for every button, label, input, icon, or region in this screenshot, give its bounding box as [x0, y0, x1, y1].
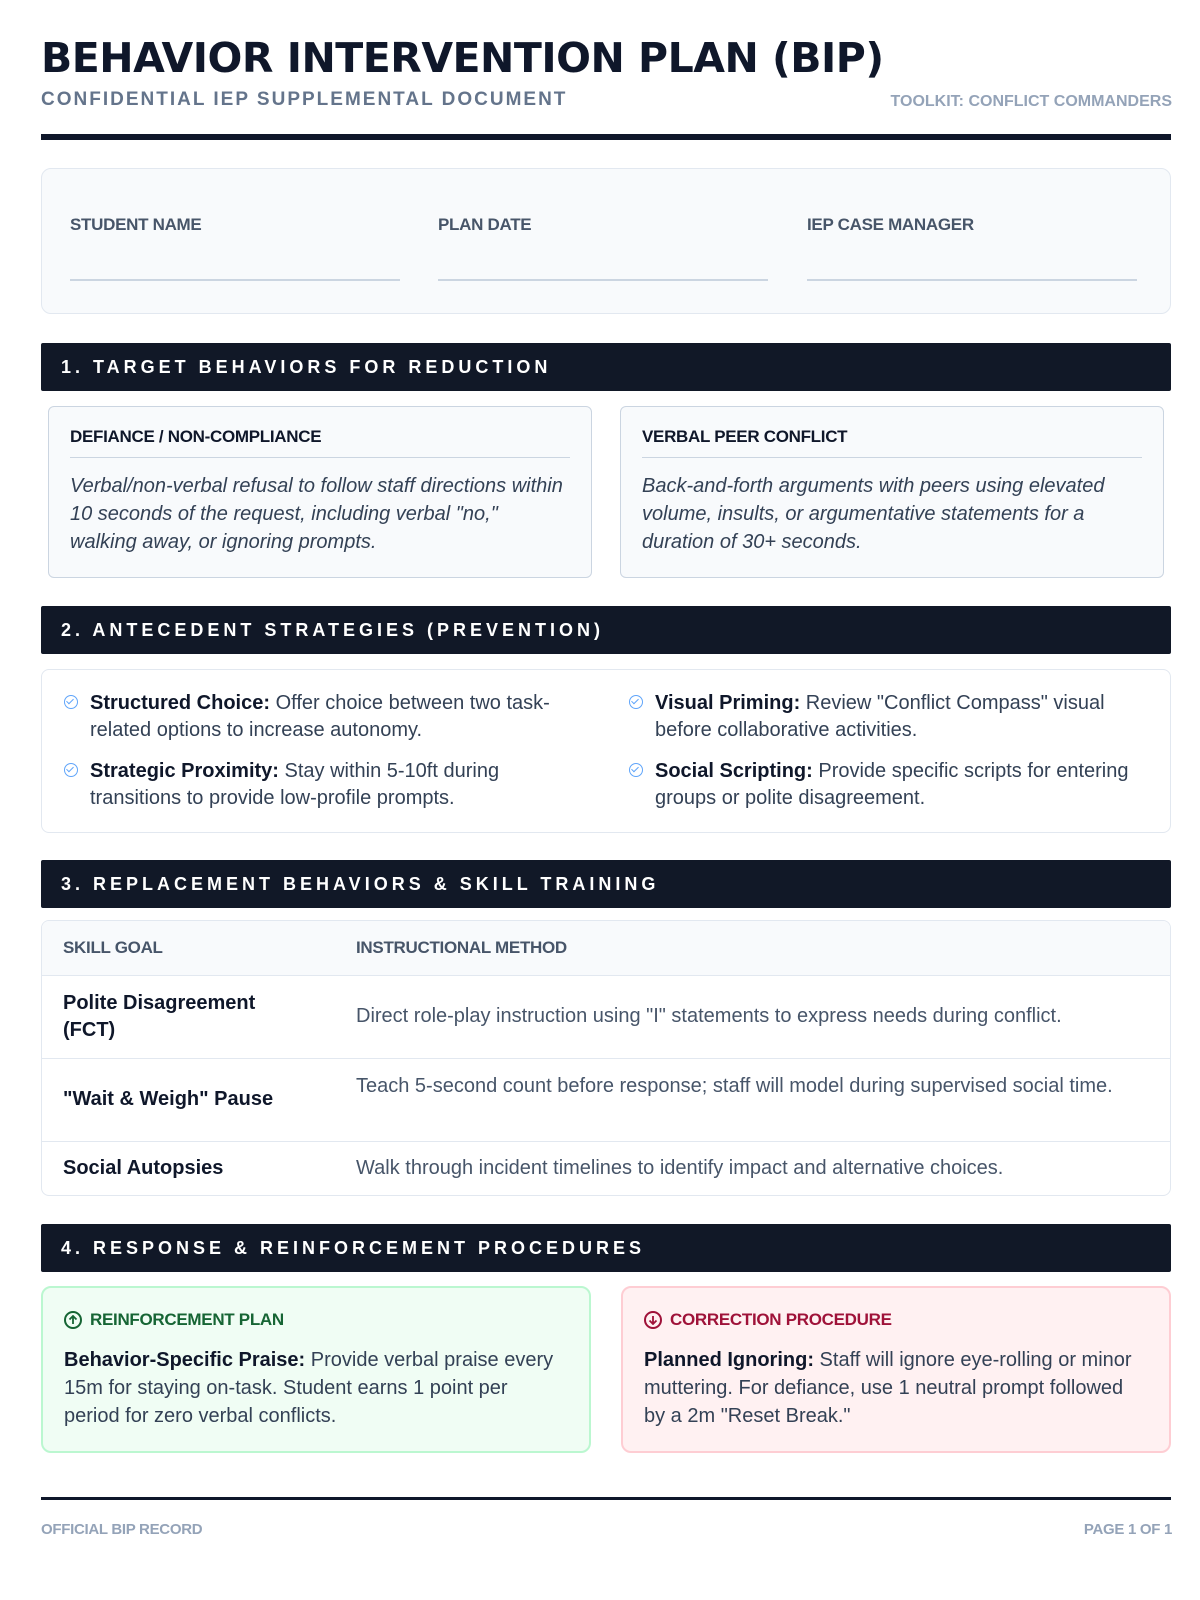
antecedent-text: Stay within 5-10ft during transitions to provide low-profile prompts.	[90, 760, 500, 809]
footer-divider	[41, 1497, 1171, 1500]
plan-date-field[interactable]	[438, 215, 768, 235]
target-behavior-card	[620, 406, 1164, 578]
antecedent-text: Review "Conflict Compass" visual before collaborative activities.	[655, 692, 1105, 741]
skill-goal-cell: "Wait & Weigh" Pause	[63, 1088, 274, 1110]
case-manager-field[interactable]	[807, 215, 1137, 235]
antecedent-item	[90, 690, 595, 744]
antecedent-text: Provide specific scripts for entering groups or polite disagreement.	[655, 760, 1129, 809]
reinforcement-label: Behavior-Specific Praise:	[64, 1349, 306, 1371]
student-info-panel	[41, 168, 1171, 314]
reinforcement-plan-header	[64, 1310, 568, 1330]
instructional-method-cell: Teach 5-second count before response; staff will model during supervised social time.	[356, 1075, 1113, 1097]
correction-text: Staff will ignore eye-rolling or minor muttering. For defiance, use 1 neutral prompt followed by a 2m "Reset Break."	[644, 1349, 1132, 1427]
check-circle-icon	[629, 695, 643, 709]
table-header	[42, 921, 1170, 976]
target-behavior-description: Back-and-forth arguments with peers using elevated volume, insults, or argumentative statements for a duration of 30+ seconds.	[642, 475, 1105, 553]
skill-goal-cell: Social Autopsies	[63, 1157, 224, 1179]
antecedent-label: Visual Priming:	[655, 692, 801, 714]
correction-label: Planned Ignoring:	[644, 1349, 814, 1371]
antecedent-label: Structured Choice:	[90, 692, 271, 714]
check-circle-icon	[64, 695, 78, 709]
reinforcement-text: Provide verbal praise every 15m for staying on-task. Student earns 1 point per period for zero verbal conflicts.	[64, 1349, 554, 1427]
case-manager-input-line[interactable]	[807, 279, 1137, 281]
section-header-response-procedures: 4. RESPONSE & REINFORCEMENT PROCEDURES	[41, 1224, 1171, 1272]
antecedent-item	[90, 758, 595, 812]
antecedent-label: Strategic Proximity:	[90, 760, 279, 782]
plan-date-input-line[interactable]	[438, 279, 768, 281]
case-manager-label: IEP CASE MANAGER	[807, 215, 974, 234]
document-subtitle: CONFIDENTIAL IEP SUPPLEMENTAL DOCUMENT	[41, 89, 568, 110]
section-header-antecedent-strategies: 2. ANTECEDENT STRATEGIES (PREVENTION)	[41, 606, 1171, 654]
target-behavior-card	[48, 406, 592, 578]
table-row	[42, 1142, 1170, 1196]
column-header-instructional-method: INSTRUCTIONAL METHOD	[356, 938, 567, 957]
footer-record-label: OFFICIAL BIP RECORD	[41, 1521, 203, 1538]
correction-procedure-card	[621, 1286, 1171, 1453]
correction-procedure-title: CORRECTION PROCEDURE	[670, 1310, 892, 1329]
antecedent-item	[655, 690, 1160, 744]
student-name-field[interactable]	[70, 215, 400, 235]
reinforcement-plan-body	[64, 1346, 568, 1430]
section-header-target-behaviors: 1. TARGET BEHAVIORS FOR REDUCTION	[41, 343, 1171, 391]
correction-procedure-header	[644, 1310, 1148, 1330]
reinforcement-plan-card	[41, 1286, 591, 1453]
instructional-method-cell: Direct role-play instruction using "I" statements to express needs during conflict.	[356, 1005, 1062, 1027]
correction-procedure-body	[644, 1346, 1148, 1430]
antecedent-text: Offer choice between two task-related options to increase autonomy.	[90, 692, 550, 741]
antecedent-strategies-list	[41, 669, 1171, 833]
student-name-input-line[interactable]	[70, 279, 400, 281]
toolkit-label: TOOLKIT: CONFLICT COMMANDERS	[890, 93, 1172, 110]
check-circle-icon	[629, 763, 643, 777]
skill-goal-cell: Polite Disagreement (FCT)	[63, 992, 256, 1041]
page-title: BEHAVIOR INTERVENTION PLAN (BIP)	[41, 34, 884, 82]
table-row	[42, 976, 1170, 1059]
header-divider	[41, 134, 1171, 140]
page-number: PAGE 1 OF 1	[1083, 1521, 1172, 1538]
target-behavior-title: DEFIANCE / NON-COMPLIANCE	[70, 427, 570, 458]
arrow-down-circle-icon	[644, 1311, 662, 1329]
plan-date-label: PLAN DATE	[438, 215, 532, 234]
antecedent-item	[655, 758, 1160, 812]
column-header-skill-goal: SKILL GOAL	[63, 938, 163, 957]
target-behavior-title: VERBAL PEER CONFLICT	[642, 427, 1142, 458]
reinforcement-plan-title: REINFORCEMENT PLAN	[90, 1310, 284, 1329]
antecedent-label: Social Scripting:	[655, 760, 813, 782]
target-behavior-description: Verbal/non-verbal refusal to follow staff directions within 10 seconds of the request, including verbal "no," walking away, or ignoring prompts.	[70, 475, 563, 553]
skills-table	[41, 920, 1171, 1196]
check-circle-icon	[64, 763, 78, 777]
section-header-replacement-behaviors: 3. REPLACEMENT BEHAVIORS & SKILL TRAINING	[41, 860, 1171, 908]
student-name-label: STUDENT NAME	[70, 215, 202, 234]
instructional-method-cell: Walk through incident timelines to identify impact and alternative choices.	[356, 1157, 1004, 1179]
table-row	[42, 1059, 1170, 1142]
arrow-up-circle-icon	[64, 1311, 82, 1329]
